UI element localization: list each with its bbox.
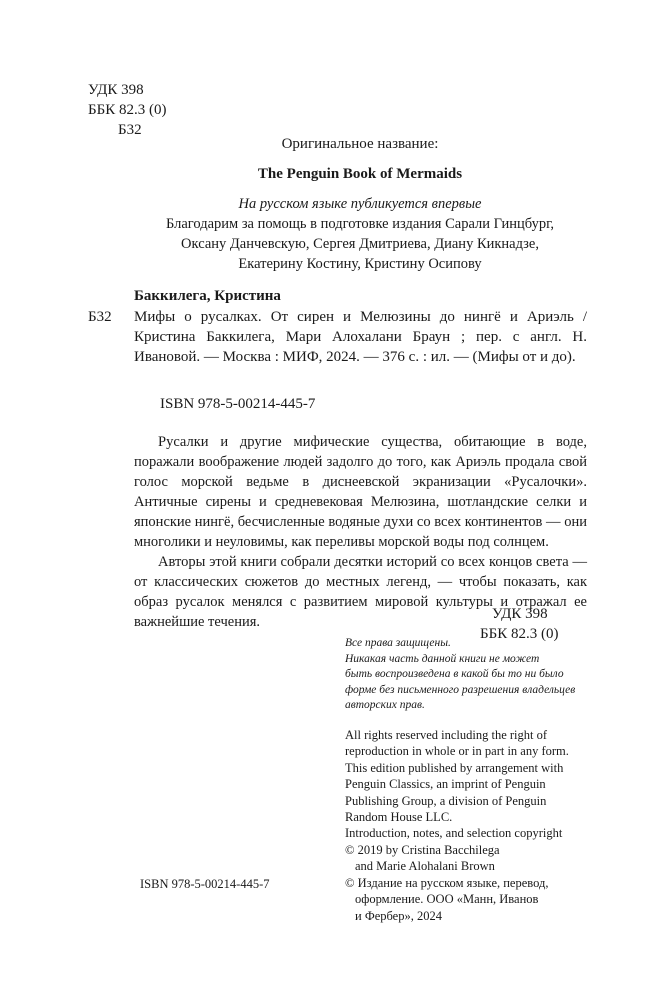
rights-english-line: Publishing Group, a division of Penguin <box>345 793 547 808</box>
annotation-paragraph: Русалки и другие мифические существа, обитающие в воде, поражали воображение людей задолго до того, как Ариэль продала свой голос морской ведьме в диснеевской экранизации «Русалочки». Античные сирены и средневековая Мелюзина, шотландские селки и японские нингё, бесчисленные водяные духи со всех континентов — они многолики и неуловимы, как переливы морской воды под солнцем. <box>134 434 587 550</box>
rights-english-line: Random House LLC. <box>345 810 453 825</box>
acknowledgements-line: Екатерину Костину, Кристину Осипову <box>238 256 482 272</box>
first-publication-note: На русском языке публикуется впервые <box>238 196 482 212</box>
copyright-line: © Издание на русском языке, перевод, <box>345 875 549 890</box>
original-title: The Penguin Book of Mermaids <box>257 166 463 182</box>
rights-russian-line: авторских прав. <box>345 699 425 711</box>
acknowledgements <box>120 214 600 274</box>
header-codes <box>88 80 166 140</box>
copyright-line: © 2019 by Cristina Bacchilega <box>345 843 500 857</box>
acknowledgements-line: Благодарим за помощь в подготовке издания Сарали Гинцбург, <box>165 216 555 232</box>
catalog-author: Баккилега, Кристина <box>134 288 281 304</box>
rights-english-line: This edition published by arrangement with <box>345 760 564 775</box>
bbk-code: ББК 82.3 (0) <box>88 102 167 118</box>
rights-russian-line: Никакая часть данной книги не может <box>345 652 540 665</box>
bottom-isbn: ISBN 978-5-00214-445-7 <box>140 877 270 891</box>
annotation <box>134 432 587 632</box>
author-sign-code: Б32 <box>118 122 142 138</box>
catalog-code: Б32 <box>88 309 112 325</box>
acknowledgements-line: Оксану Данчевскую, Сергея Дмитриева, Диану Кикнадзе, <box>181 236 539 252</box>
copyright-line: и Фербер», 2024 <box>355 908 442 923</box>
rights-english-line: Penguin Classics, an imprint of Penguin <box>345 777 546 792</box>
footer-udk-code: УДК 398 <box>492 606 548 622</box>
footer-bbk-code: ББК 82.3 (0) <box>480 626 559 642</box>
original-title-block <box>150 134 570 214</box>
copyright-line: оформление. ООО «Манн, Иванов <box>355 892 539 907</box>
annotation-paragraph: Авторы этой книги собрали десятки историй со всех концов света — от классических сюжетов до местных легенд, — чтобы показать, как образ русалок менялся с развитием мировой культуры и отражал ее важнейшие течения. <box>134 554 587 630</box>
catalog-isbn: ISBN 978-5-00214-445-7 <box>160 396 316 412</box>
catalog-description: Мифы о русалках. От сирен и Мелюзины до нингё и Ариэль / Кристина Баккилега, Мари Алохалани Браун ; пер. с англ. Н. Ивановой. — Москва : МИФ, 2024. — 376 с. : ил. — (Мифы от и до). <box>134 309 587 365</box>
copyright-notices <box>345 842 548 924</box>
rights-english-line: reproduction in whole or in part in any form. <box>345 744 569 759</box>
rights-russian-line: быть воспроизведена в какой бы то ни было <box>345 668 564 680</box>
rights-english <box>345 727 569 842</box>
rights-russian-line: форме без письменного разрешения владельцев <box>345 683 576 696</box>
rights-english-line: All rights reserved including the right of <box>345 728 548 742</box>
udk-code: УДК 398 <box>88 82 144 98</box>
rights-russian <box>345 636 575 714</box>
rights-russian-line: Все права защищены. <box>345 637 451 649</box>
original-title-label: Оригинальное название: <box>281 136 439 152</box>
copyright-line: and Marie Alohalani Brown <box>355 859 495 874</box>
rights-english-line: Introduction, notes, and selection copyright <box>345 826 563 841</box>
